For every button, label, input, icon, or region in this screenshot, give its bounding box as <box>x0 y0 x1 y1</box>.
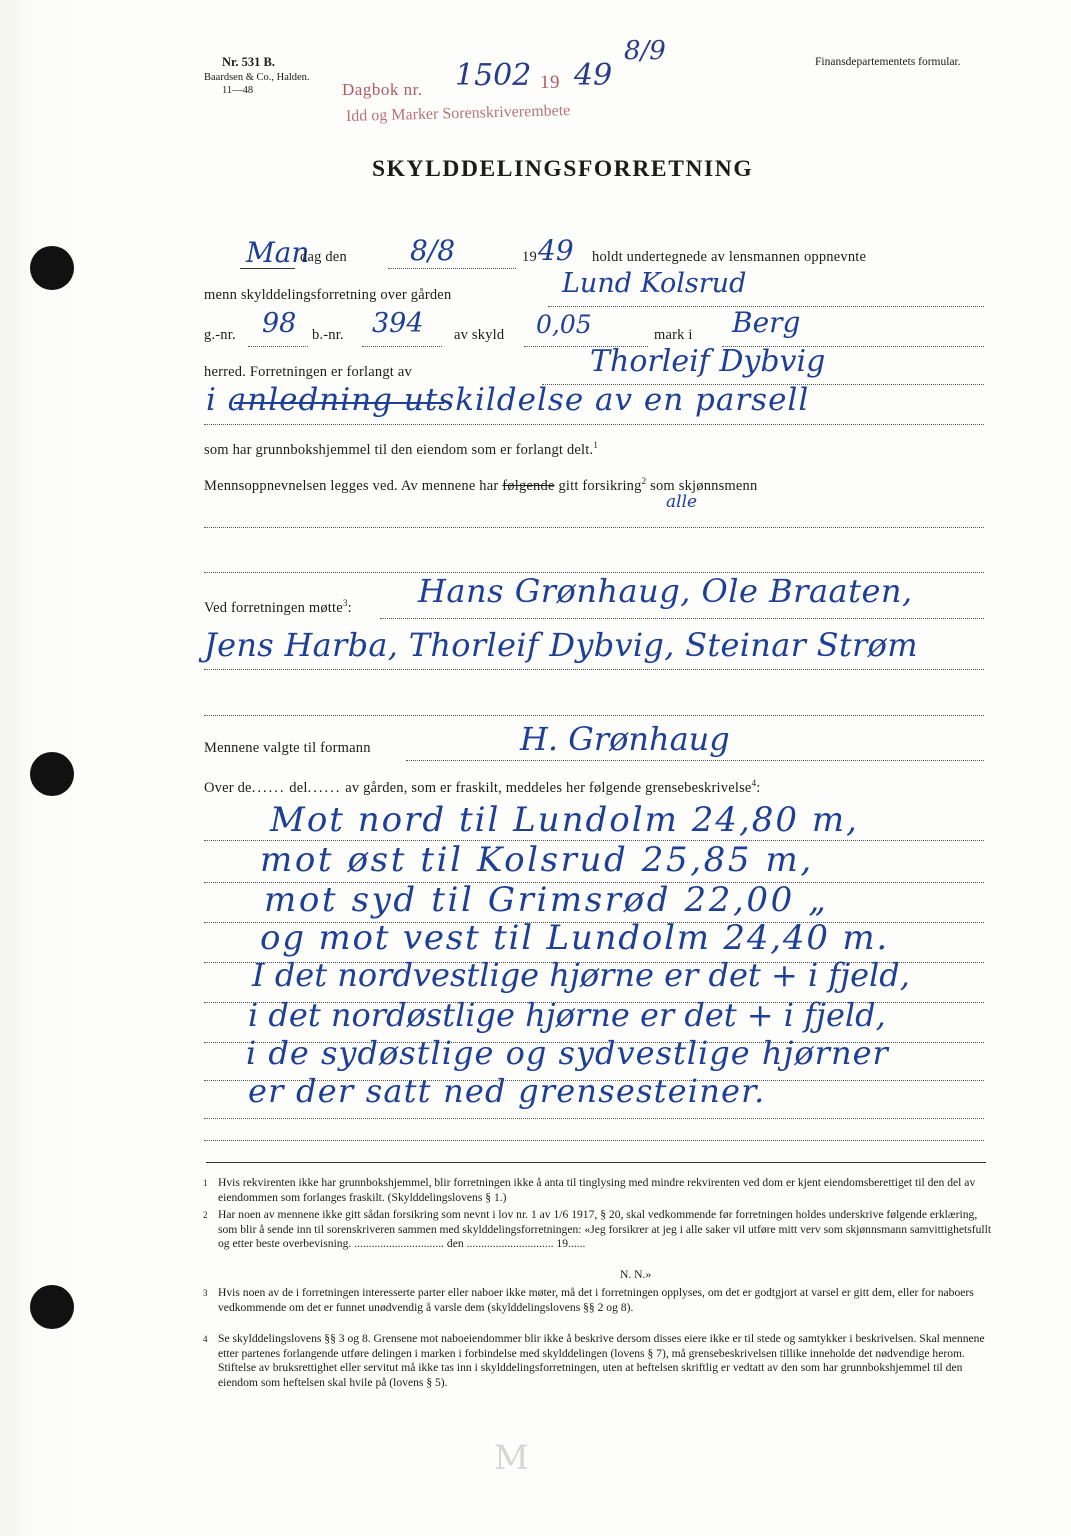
stamp-date: 8/9 <box>624 36 666 66</box>
purpose-strike <box>234 402 444 404</box>
stamp-year-prefix: 19 <box>540 72 560 93</box>
footnote-1: Hvis rekvirenten ikke har grunnbokshjemmel, blir forretningen ikke å anta til tinglysing med mindre rekvirenten ved dom er kjent eiendomsberettiget til den del av eiendommen som forlanges fraskilt. (Skylddelingslovens § 1.) <box>218 1176 976 1204</box>
purpose-handwritten: i anledning utskildelse av en parsell <box>206 382 810 418</box>
description-line-2: mot øst til Kolsrud 25,85 m, <box>260 840 814 880</box>
footnote-number-3: 3 <box>203 1288 208 1298</box>
dagbok-label: Dagbok nr. <box>342 80 423 99</box>
description-line-7: i de sydøstlige og sydvestlige hjørner <box>246 1034 889 1072</box>
form-number: Nr. 531 B. <box>222 55 276 69</box>
farm-handwritten: Lund Kolsrud <box>562 268 747 299</box>
line7-text: Mennsoppnevnelsen legges ved. Av mennene har følgende gitt forsikring$^2$ som skjønnsmenn <box>204 476 758 494</box>
footnote-2-signature: N. N.» <box>620 1268 652 1281</box>
bnr-label: b.-nr. <box>312 327 344 343</box>
insert-handwritten: alle <box>666 492 698 512</box>
punch-hole-bottom <box>30 1285 74 1329</box>
description-line-3: mot syd til Grimsrød 22,00 „ <box>264 880 829 920</box>
footnote-number-1: 1 <box>203 1178 208 1188</box>
stamp-year-suffix: 49 <box>574 58 613 93</box>
stamp-office: Idd og Marker Sorenskriverembete <box>345 102 571 125</box>
attendees-handwritten-1: Hans Grønhaug, Ole Braaten, <box>418 572 913 610</box>
attendees-handwritten-2: Jens Harba, Thorleif Dybvig, Steinar Strøm <box>204 626 918 664</box>
year-prefix: 19 <box>522 249 537 265</box>
chairman-handwritten: H. Grønhaug <box>520 720 730 758</box>
footnote-separator <box>206 1162 986 1163</box>
bnr-handwritten: 394 <box>372 308 424 339</box>
skyld-handwritten: 0,05 <box>536 310 592 339</box>
ministry-label: Finansdepartementets formular. <box>815 56 961 68</box>
line6-text: som har grunnbokshjemmel til den eiendom som er forlangt delt.$^1$ <box>204 440 599 458</box>
description-line-6: i det nordøstlige hjørne er det + i fjeld, <box>248 996 886 1034</box>
gnr-label: g.-nr. <box>204 327 236 343</box>
description-line-4: og mot vest til Lundolm 24,40 m. <box>260 918 890 958</box>
gnr-handwritten: 98 <box>262 308 297 339</box>
print-date: 11—48 <box>222 85 254 96</box>
punch-hole-top <box>30 246 74 290</box>
description-line-1: Mot nord til Lundolm 24,80 m, <box>270 800 859 840</box>
herred-handwritten: Berg <box>732 306 801 339</box>
line1-text: holdt undertegnede av lensmannen oppnevnte <box>592 249 867 265</box>
footnote-number-2: 2 <box>203 1210 208 1220</box>
mark-label: mark i <box>654 327 693 343</box>
line2-text: menn skylddelingsforretning over gården <box>204 287 452 303</box>
faint-watermark: M <box>494 1438 529 1478</box>
dagbok-number: 1502 <box>455 58 532 93</box>
printer-name: Baardsen & Co., Halden. <box>204 72 310 83</box>
footnote-2: Har noen av mennene ikke gitt sådan forsikring som nevnt i lov nr. 1 av 1/6 1917, § 20, skal vedkommende før forretningen holdes underskrive følgende erklæring, som blir å sende inn til sorenskriveren sammen med skylddelingsforretningen: «Jeg forsikrer at jeg i alle saker vil utføre mitt verv som skjønnsmann samvittighetsfullt og etter beste overbevisning. ............................... den .............................. 19...... <box>218 1208 992 1251</box>
attendees-label: Ved forretningen møtte$^3$: <box>204 598 352 616</box>
requester-handwritten: Thorleif Dybvig <box>590 344 826 379</box>
dagbok-stamp <box>342 80 423 100</box>
description-line-8: er der satt ned grensesteiner. <box>248 1072 766 1110</box>
day-handwritten: Man <box>246 236 310 269</box>
footnote-number-4: 4 <box>203 1334 208 1344</box>
document-title: SKYLDDELINGSFORRETNING <box>372 156 754 182</box>
line4-text: herred. Forretningen er forlangt av <box>204 364 412 380</box>
chairman-label: Mennene valgte til formann <box>204 740 371 756</box>
footnote-4: Se skylddelingslovens §§ 3 og 8. Grensene mot naboeiendommer blir ikke å beskrive dersom disses eiere ikke er til stede og samtykker i beskrivelsen. Skal mennene etter partenes forlangende utføre delingen i marken i forbindelse med skylddelingen (lovens § 7), må grensebeskrivelsen tillike inneholde det nødvendige herom. Stiftelse av bruksrettighet eller servitut må ikke tas inn i skylddelingsforretningen, uten at heftelsen skriftlig er vedtatt av den som har grunnbokshjemmel til den eiendom som heftelsen skal hvile på (lovens § 5). <box>218 1332 985 1389</box>
day-suffix: dag den <box>300 249 347 265</box>
year-handwritten: 49 <box>538 234 574 267</box>
description-line-5: I det nordvestlige hjørne er det + i fjeld, <box>252 956 910 994</box>
punch-hole-middle <box>30 752 74 796</box>
skyld-label: av skyld <box>454 327 505 343</box>
footnote-3: Hvis noen av de i forretningen interesserte parter eller naboer ikke møter, må det i forretningen opplyses, om det er godtgjort at varsel er gitt dem, eller for naboers vedkommende om det er funnet unødvendig å varsle dem (skylddelingslovens §§ 2 og 8). <box>218 1286 974 1314</box>
line11-text: Over de...... del...... av gården, som er fraskilt, meddeles her følgende grensebeskrivelse$^4$: <box>204 778 761 796</box>
date-handwritten: 8/8 <box>410 234 456 267</box>
